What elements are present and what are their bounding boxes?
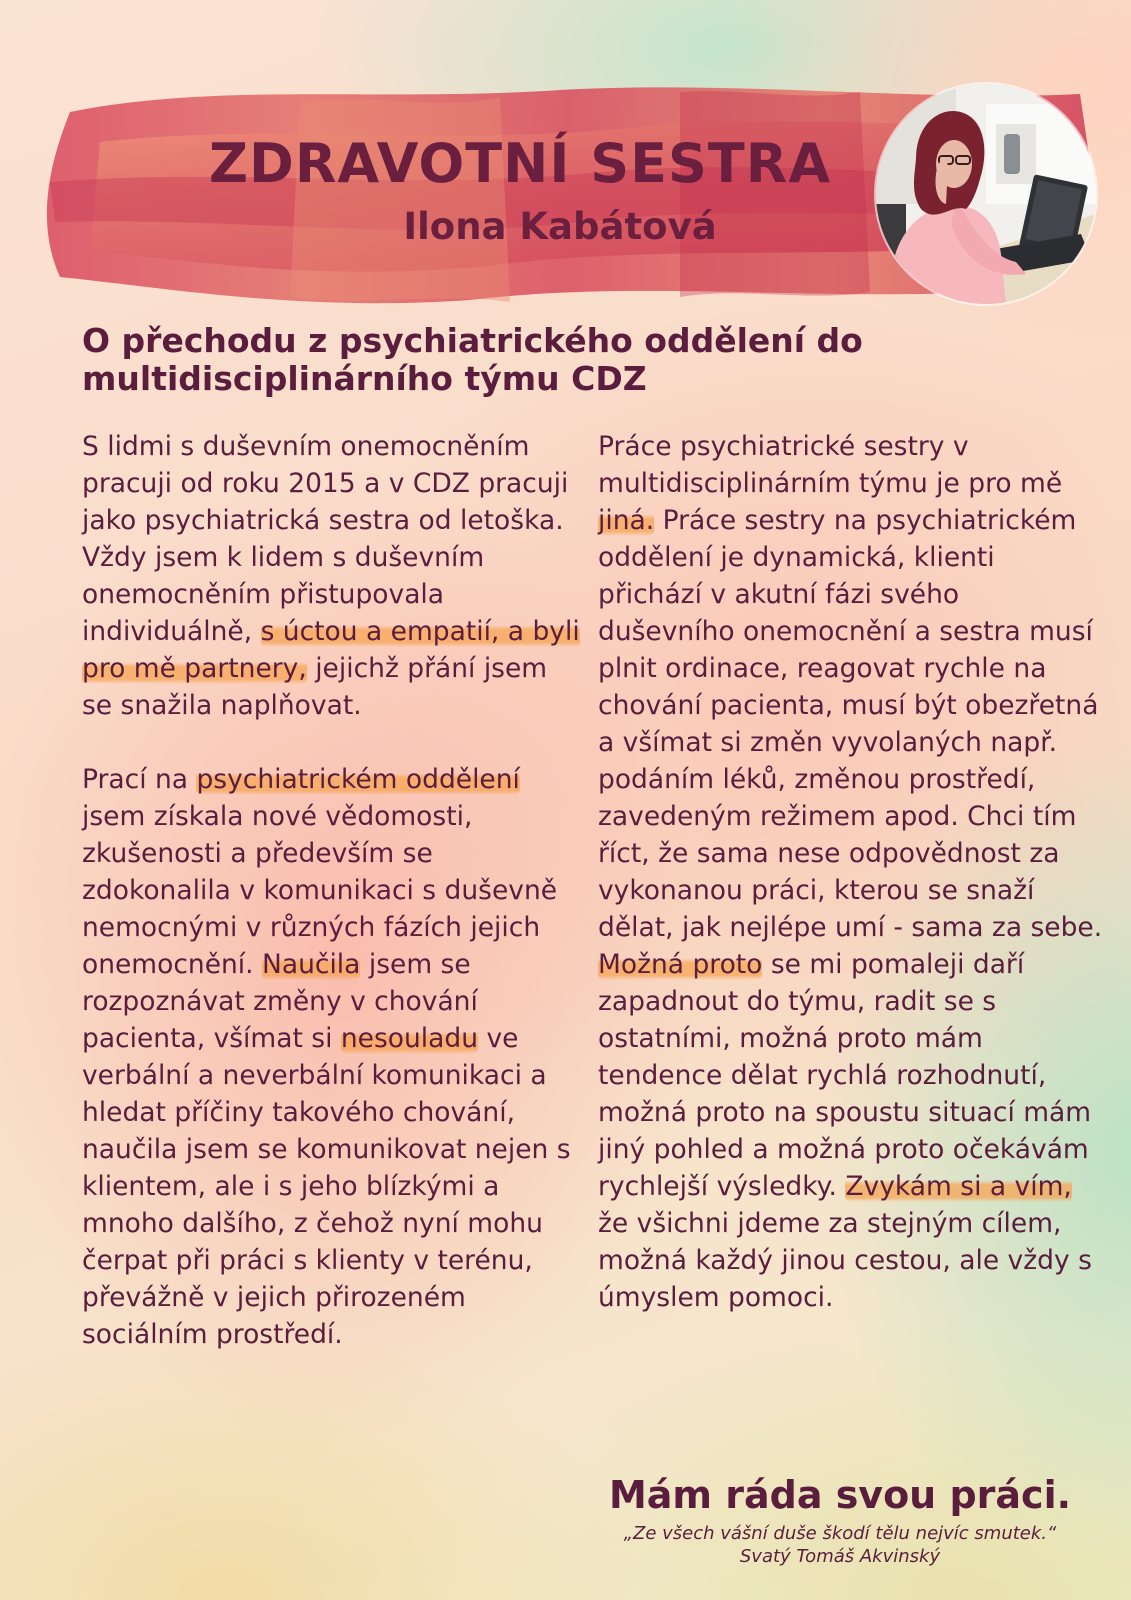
highlighted-text: psychiatrickém oddělení [196, 764, 520, 795]
paragraph-gap [82, 724, 582, 761]
left-paragraph-2 [82, 761, 582, 1353]
right-column [598, 428, 1103, 1316]
article-heading: O přechodu z psychiatrického oddělení do multidisciplinárního týmu CDZ [82, 321, 863, 398]
page-title: ZDRAVOTNÍ SESTRA [208, 132, 832, 195]
left-column [82, 428, 582, 1353]
left-paragraph-1 [82, 428, 582, 724]
right-paragraph-2 [598, 946, 1103, 1316]
author-name: Ilona Kabátová [403, 205, 717, 248]
quote [590, 1522, 1090, 1568]
portrait-photo [876, 84, 1096, 304]
quote-text: „Ze všech vášní duše škodí tělu nejvíc smutek.“ [623, 1523, 1057, 1544]
text-run: jsem se rozpoznávat změny v chování pacienta, všímat si [82, 949, 478, 1054]
text-run: Práce sestry na psychiatrickém oddělení je dynamická, klienti přichází v akutní fázi svého duševního onemocnění a sestra musí plnit ordinace, reagovat rychle na chování pacienta, musí být obezřetná a všímat si změn vyvolaných např. podáním léků, změnou prostředí, zavedeným režimem apod. Chci tím říct, že sama nese odpovědnost za vykonanou práci, kterou se snaží dělat, jak nejlépe umí - sama za sebe. [598, 505, 1103, 943]
right-paragraph-1 [598, 428, 1103, 946]
text-run: se mi pomaleji daří zapadnout do týmu, radit se s ostatními, možná proto mám tendence dělat rychlá rozhodnutí, možná proto na spoustu situací mám jiný pohled a možná proto očekávám rychlejší výsledky. [598, 949, 1092, 1202]
highlighted-text: Možná proto [598, 949, 763, 980]
portrait-illustration [876, 84, 1096, 304]
text-run: jejichž přání jsem se snažila naplňovat. [82, 653, 548, 721]
text-run: ve verbální a neverbální komunikaci a hledat příčiny takového chování, naučila jsem se komunikovat nejen s klientem, ale i s jeho blízkými a mnoho dalšího, z čehož nyní mohu čerpat při práci s klienty v terénu, převážně v jejich přirozeném sociálním prostředí. [82, 1023, 571, 1350]
highlighted-text: jiná. [598, 505, 655, 536]
text-run: že všichni jdeme za stejným cílem, možná každý jinou cestou, ale vždy s úmyslem pomoci. [598, 1208, 1092, 1313]
highlighted-text: Naučila [262, 949, 361, 980]
highlighted-text: nesouladu [340, 1023, 479, 1054]
quote-author: Svatý Tomáš Akvinský [739, 1546, 941, 1567]
text-run: S lidmi s duševním onemocněním pracuji od roku 2015 a v CDZ pracuji jako psychiatrická sestra od letoška. Vždy jsem k lidem s duševním onemocněním přistupovala individuálně, [82, 431, 569, 647]
text-run: Prací na [82, 764, 197, 795]
highlighted-text: Zvykám si a vím, [845, 1171, 1072, 1202]
text-run: Práce psychiatrické sestry v multidisciplinárním týmu je pro mě [598, 431, 1063, 499]
text-run: jsem získala nové vědomosti, zkušenosti a především se zdokonalila v komunikaci s duševně nemocnými v různých fázích jejich onemocnění. [82, 801, 558, 980]
closing-statement: Mám ráda svou práci. [608, 1473, 1072, 1517]
highlighted-text: s úctou a empatií, a byli pro mě partnery, [82, 616, 580, 684]
